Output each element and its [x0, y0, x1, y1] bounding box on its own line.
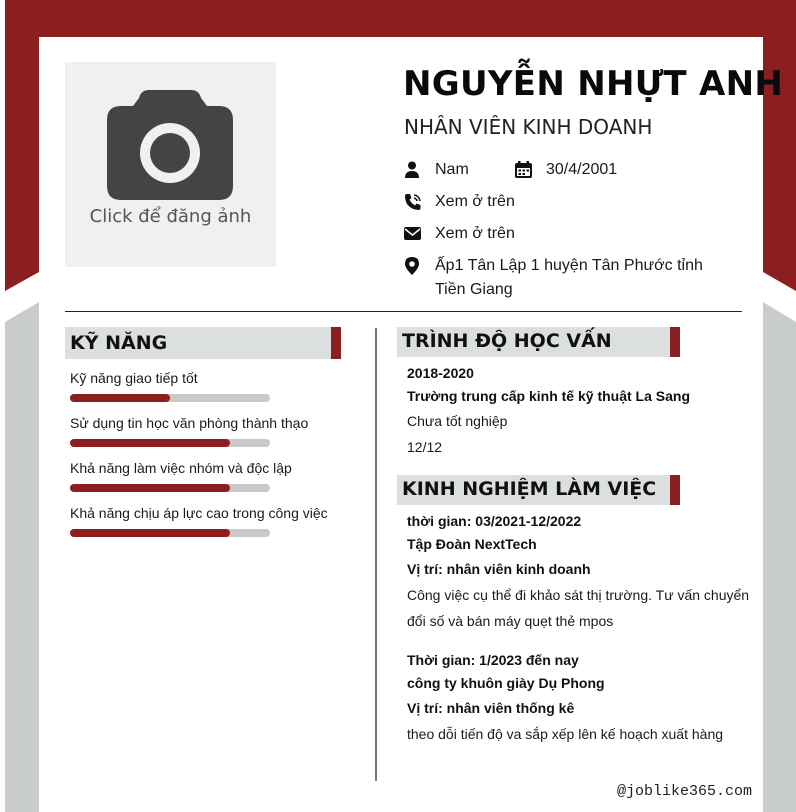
email-value: Xem ở trên: [435, 225, 515, 242]
photo-upload[interactable]: [65, 62, 276, 267]
heading-accent-bar: [670, 327, 680, 357]
job-company: công ty khuôn giày Dụ Phong: [407, 675, 605, 691]
phone-icon: [404, 193, 422, 211]
education-heading-label: TRÌNH ĐỘ HỌC VẤN: [402, 330, 612, 352]
header-divider: [65, 311, 742, 312]
skill-item: [70, 415, 308, 431]
job-time: Thời gian: 1/2023 đến nay: [407, 652, 579, 668]
skill-item: [70, 505, 328, 521]
skills-heading: [65, 327, 341, 359]
heading-accent-bar: [331, 327, 341, 359]
job-time: thời gian: 03/2021-12/2022: [407, 513, 582, 529]
address-line-1: Ấp1 Tân Lập 1 huyện Tân Phước tỉnh: [435, 257, 703, 274]
skill-name: Khả năng chịu áp lực cao trong công việc: [70, 505, 328, 521]
education-period: 2018-2020: [407, 365, 474, 381]
experience-heading: [397, 475, 680, 505]
skill-level-track: [70, 529, 270, 537]
footer-watermark: @joblike365.com: [617, 783, 753, 800]
skill-level-track: [70, 484, 270, 492]
column-divider: [375, 328, 377, 781]
info-gender: [404, 158, 504, 182]
education-status: Chưa tốt nghiệp: [407, 413, 508, 429]
skill-item: [70, 370, 198, 386]
address-line-2: Tiền Giang: [435, 281, 513, 298]
experience-heading-label: KINH NGHIỆM LÀM VIỆC: [402, 478, 657, 500]
skill-level-fill: [70, 529, 230, 537]
map-pin-icon: [404, 257, 422, 275]
education-school: Trường trung cấp kinh tế kỹ thuật La Sang: [407, 388, 691, 404]
skill-item: [70, 460, 292, 476]
envelope-icon: [404, 225, 422, 243]
job-description: theo dỗi tiến độ va sắp xếp lên kế hoạch xuất hàng: [407, 726, 724, 742]
skill-level-fill: [70, 439, 230, 447]
info-email: [404, 222, 584, 246]
gender-value: Nam: [435, 161, 469, 178]
job-description: Công việc cụ thể đi khảo sát thị trường. Tư vấn chuyển: [407, 587, 750, 603]
candidate-title: NHÂN VIÊN KINH DOANH: [404, 115, 653, 139]
skill-name: Khả năng làm việc nhóm và độc lập: [70, 460, 292, 476]
skill-level-fill: [70, 394, 170, 402]
education-grade: 12/12: [407, 439, 443, 455]
calendar-icon: [515, 161, 533, 179]
phone-value: Xem ở trên: [435, 193, 515, 210]
candidate-name: NGUYỄN NHỰT ANH: [403, 64, 784, 104]
heading-accent-bar: [670, 475, 680, 505]
skills-heading-label: KỸ NĂNG: [70, 332, 168, 354]
education-heading: [397, 327, 680, 357]
skill-name: Kỹ năng giao tiếp tốt: [70, 370, 198, 386]
skill-name: Sử dụng tin học văn phòng thành thạo: [70, 415, 309, 431]
person-icon: [404, 161, 422, 179]
job-company: Tập Đoàn NextTech: [407, 536, 537, 552]
info-address: [404, 254, 734, 304]
skill-level-track: [70, 394, 270, 402]
job-description: đổi số và bán máy quẹt thẻ mpos: [407, 613, 614, 629]
camera-icon: [107, 90, 233, 200]
job-position: Vị trí: nhân viên kinh doanh: [407, 561, 591, 577]
skill-level-fill: [70, 484, 230, 492]
photo-upload-label: Click để đăng ảnh: [89, 206, 252, 227]
skill-level-track: [70, 439, 270, 447]
birthday-value: 30/4/2001: [546, 161, 618, 178]
job-position: Vị trí: nhân viên thống kê: [407, 700, 575, 716]
info-phone: [404, 190, 584, 214]
info-birthday: [515, 158, 655, 182]
